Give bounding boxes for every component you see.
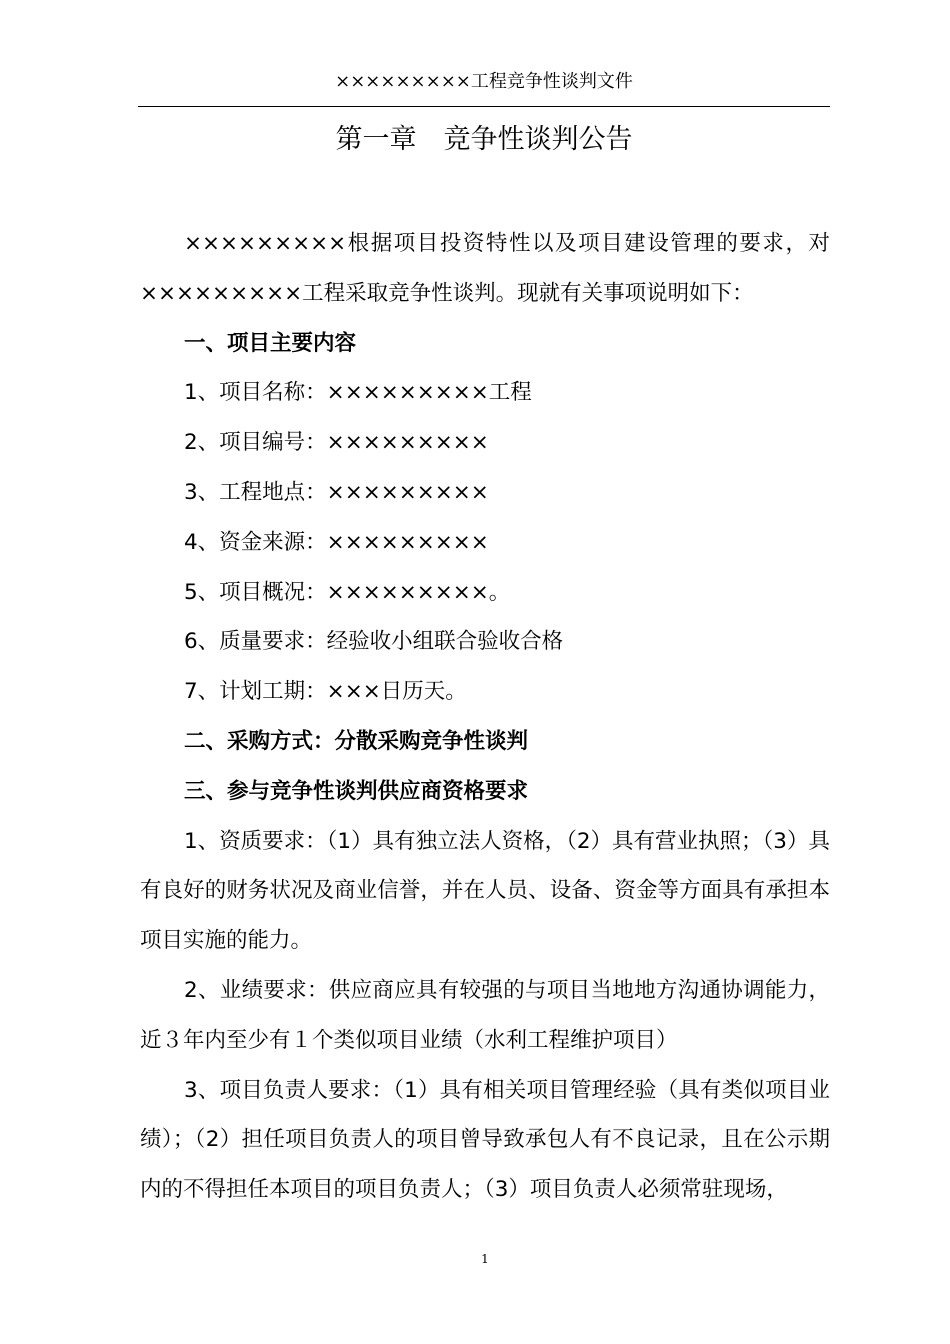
body-paragraph: 2、业绩要求：供应商应具有较强的与项目当地地方沟通协调能力，近３年内至少有１个类似项目业绩（水利工程维护项目） [140,977,830,1053]
body-paragraph: 1、项目名称：×××××××××工程 [184,380,532,406]
body-paragraph: 2、项目编号：××××××××× [184,430,489,456]
header-divider [138,106,830,107]
section-heading: 一、项目主要内容 [184,330,357,356]
section-heading: 三、参与竞争性谈判供应商资格要求 [184,778,529,804]
body-paragraph: 1、资质要求：（1）具有独立法人资格，（2）具有营业执照；（3）具有良好的财务状况及商业信誉，并在人员、设备、资金等方面具有承担本项目实施的能力。 [140,828,830,954]
body-paragraph: 7、计划工期：×××日历天。 [184,679,467,705]
body-paragraph: 6、质量要求：经验收小组联合验收合格 [184,629,564,655]
body-paragraph: 3、项目负责人要求：（1）具有相关项目管理经验（具有类似项目业绩）；（2）担任项目负责人的项目曾导致承包人有不良记录，且在公示期内的不得担任本项目的项目负责人；（3）项目负责人必须常驻现场， [140,1077,830,1203]
running-header: ×××××××××工程竞争性谈判文件 [335,71,633,92]
body-paragraph: 5、项目概况：×××××××××。 [184,579,511,605]
body-paragraph: 3、工程地点：××××××××× [184,479,489,505]
body-paragraph: ×××××××××根据项目投资特性以及项目建设管理的要求，对×××××××××工程采取竞争性谈判。现就有关事项说明如下： [140,231,830,306]
document-body [140,219,830,1215]
section-heading: 二、采购方式：分散采购竞争性谈判 [184,728,529,754]
chapter-title: 第一章 竞争性谈判公告 [335,124,633,155]
body-paragraph: 4、资金来源：××××××××× [184,529,489,555]
page-number: 1 [481,1252,489,1266]
